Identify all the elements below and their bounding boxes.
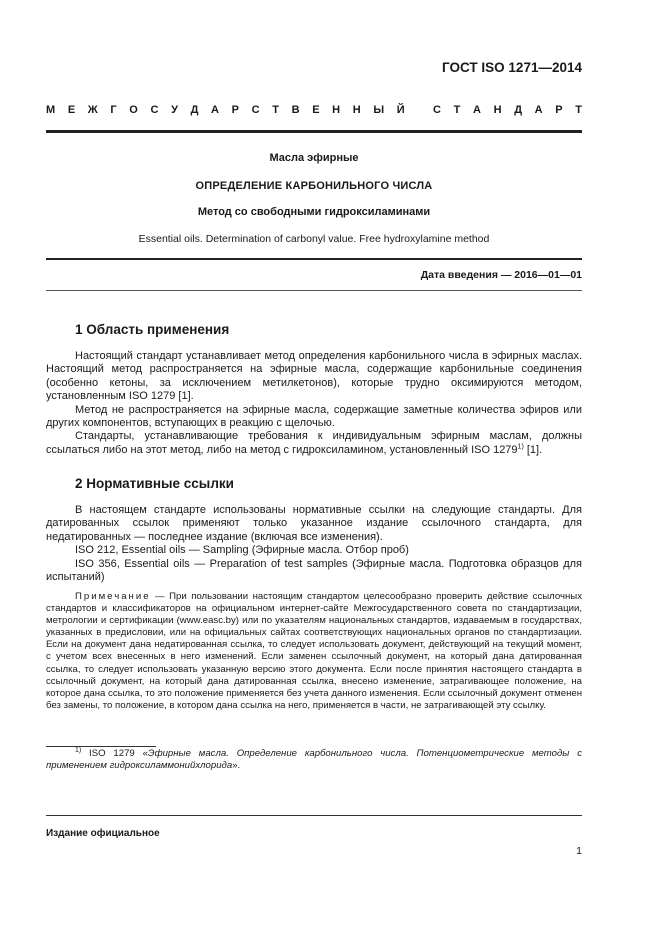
footnote-mark: 1)	[75, 746, 82, 754]
reference-iso-356: ISO 356, Essential oils — Preparation of test samples (Эфирные масла. Подготовка образцов для испытаний)	[46, 557, 582, 584]
reference-iso-212: ISO 212, Essential oils — Sampling (Эфирные масла. Отбор проб)	[75, 544, 409, 557]
title-rule	[46, 258, 582, 260]
footnote-ref: ISO 1279 «	[81, 748, 148, 759]
page-number: 1	[576, 845, 582, 857]
banner-letter: Т	[272, 104, 279, 116]
title-line-2: ОПРЕДЕЛЕНИЕ КАРБОНИЛЬНОГО ЧИСЛА	[195, 180, 433, 192]
footnote-title: Эфирные масла. Определение карбонильного числа. Потенциометрические методы с применением гидроксиламмонийхлорида	[46, 748, 582, 771]
note-block	[46, 591, 582, 712]
section-1-paragraph-3	[46, 430, 582, 457]
section-2-paragraph-1: В настоящем стандарте использованы нормативные ссылки на следующие стандарты. Для датированных ссылок применяют только указанное издание ссылочного стандарта, для недатированных — последнее издание (включая все изменения).	[46, 504, 582, 543]
banner-letter: Т	[575, 104, 582, 116]
banner-letter: М	[46, 104, 56, 116]
banner-letter: С	[251, 104, 260, 116]
banner-letter: Т	[453, 104, 461, 116]
section-1-paragraph-3-text: Стандарты, устанавливающие требования к индивидуальным эфирным маслам, должны ссылаться либо на этот метод, либо на метод с гидроксиламином, установленный ISO 1279	[46, 430, 582, 456]
section-1-body	[46, 350, 582, 457]
banner-letter: В	[291, 104, 300, 116]
section-1-paragraph-2: Метод не распространяется на эфирные масла, содержащие заметные количества эфиров или других компонентов, вступающих в реакцию с щелочью.	[46, 403, 582, 430]
footnote	[46, 748, 582, 772]
banner-letter: С	[150, 104, 159, 116]
banner-letter: Д	[514, 104, 523, 116]
banner-letter: Р	[555, 104, 563, 116]
banner-letter: Д	[190, 104, 199, 116]
footnote-reference[interactable]: 1)	[517, 443, 524, 451]
banner-letter: С	[433, 104, 441, 116]
section-1-paragraph-1: Настоящий стандарт устанавливает метод определения карбонильного числа в эфирных маслах. Настоящий метод распространяется на эфирные масла, содержащие карбонильные соединения (особенно кетоны, за исключением метилкетонов), которые трудно оксимируются методом, установленным ISO 1279 [1].	[46, 350, 582, 403]
introduction-date: Дата введения — 2016—01—01	[420, 269, 582, 281]
document-code: ГОСТ ISO 1271—2014	[442, 60, 582, 75]
note-text: — При пользовании настоящим стандартом целесообразно проверить действие ссылочных стандартов и классификаторов на официальном интернет-сайте Межгосударственного совета по стандартизации, метрологии и сертификации (www.easc.by) или по указателям национальных стандартов, издаваемым в государствах, указанных в предисловии, или на официальных сайтах соответствующих национальных органов по стандартизации. Если на документ дана недатированная ссылка, то следует использовать документ, действующий на текущий момент, с учетом всех внесенных в него изменений. Если заменен ссылочный документ, на который дана датированная ссылка, то следует использовать указанную версию этого документа. Если после принятия настоящего стандарта в ссылочный документ, на который дана датированная ссылка, внесено изменение, затрагивающее положение, на которое дана ссылка, то это положение применяется без учета данного изменения. Если ссылочный документ отменен без замены, то положение, в котором дана ссылка на него, применяется в части, не затрагивающей эту ссылку.	[46, 591, 582, 711]
section-1-heading: 1 Область применения	[75, 322, 230, 337]
section-2-body	[46, 504, 582, 584]
banner-letter: Й	[396, 104, 405, 116]
banner-letter: О	[129, 104, 138, 116]
footnote-end: ».	[232, 760, 241, 771]
banner-letter: А	[534, 104, 543, 116]
banner-letter: А	[473, 104, 481, 116]
banner-letter: Ы	[373, 104, 385, 116]
footnote-rule	[46, 746, 156, 747]
banner-letter: Н	[332, 104, 341, 116]
title-line-3: Метод со свободными гидроксиламинами	[197, 206, 431, 218]
banner-letter: У	[171, 104, 178, 116]
official-edition-label: Издание официальное	[46, 828, 160, 839]
interstate-standard-banner	[46, 104, 582, 116]
banner-letter: Н	[493, 104, 502, 116]
header-rule	[46, 130, 582, 133]
banner-letter: Ж	[87, 104, 98, 116]
banner-letter: Е	[67, 104, 76, 116]
note-label: Примечание	[75, 591, 151, 602]
banner-letter: Г	[110, 104, 117, 116]
banner-letter: Н	[352, 104, 361, 116]
section-2-heading: 2 Нормативные ссылки	[75, 476, 234, 491]
date-rule	[46, 290, 582, 291]
banner-gap	[417, 104, 420, 116]
footer-rule	[46, 815, 582, 816]
banner-letter: А	[211, 104, 219, 116]
banner-letter: Е	[312, 104, 320, 116]
title-line-1: Масла эфирные	[269, 152, 359, 164]
english-title: Essential oils. Determination of carbonyl value. Free hydroxylamine method	[138, 233, 490, 245]
section-1-paragraph-3-end: [1].	[523, 443, 543, 456]
banner-letter: Р	[231, 104, 239, 116]
